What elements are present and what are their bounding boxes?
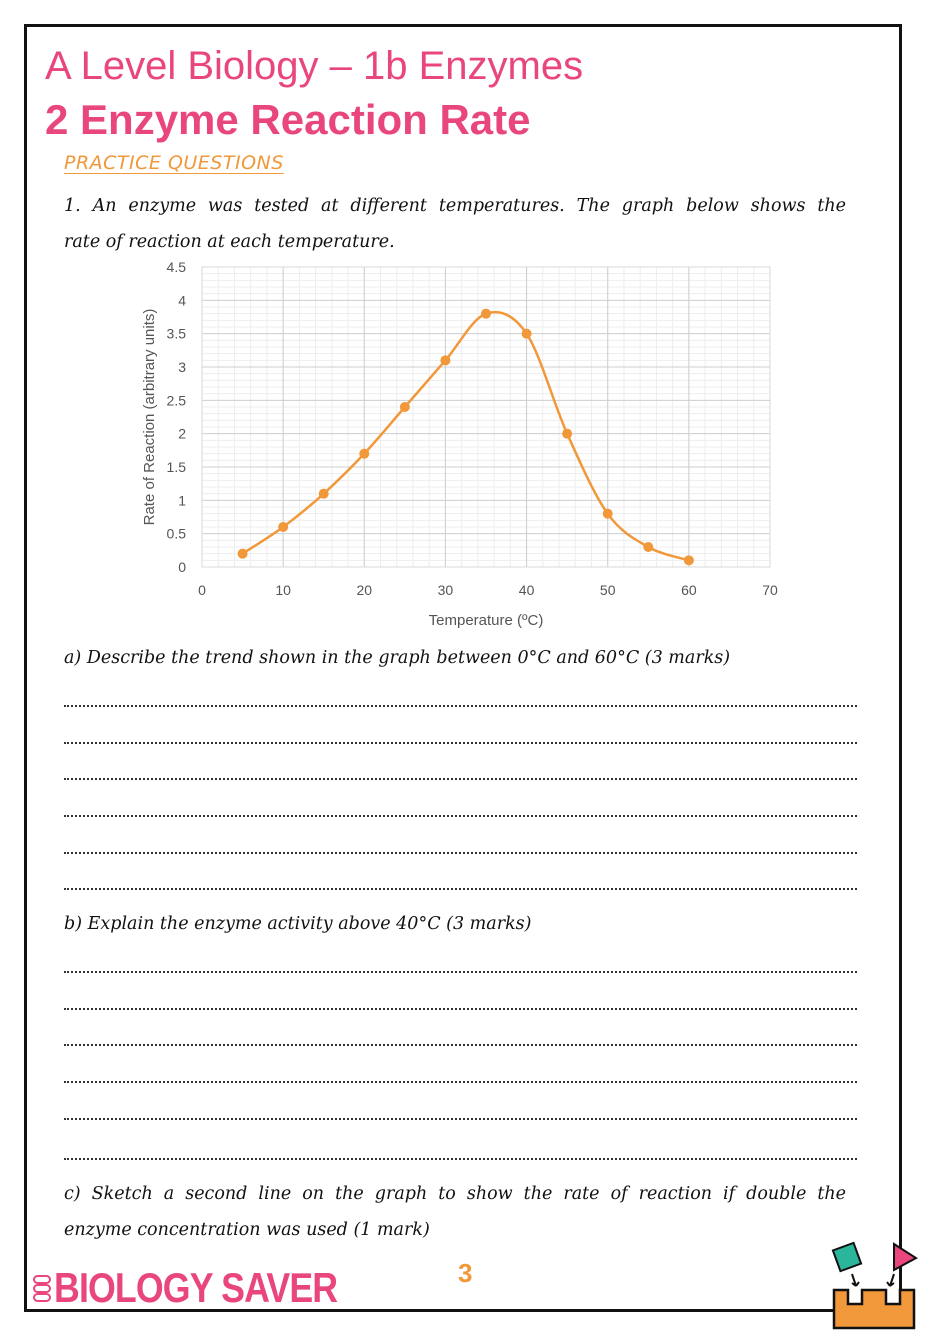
answer-line-b-2[interactable]: [64, 1008, 857, 1010]
answer-line-b-4[interactable]: [64, 1081, 857, 1083]
shapes-box-icon: [828, 1240, 920, 1334]
x-tick-label: 0: [198, 582, 206, 598]
x-tick-label: 20: [356, 582, 373, 598]
answer-line-a-5[interactable]: [64, 852, 857, 854]
answer-line-a-6[interactable]: [64, 888, 857, 890]
brand-name: BIOLOGY SAVER: [54, 1264, 338, 1311]
part-b-prompt: b) Explain the enzyme activity above 40°C (3 marks): [64, 914, 532, 934]
y-tick-label: 4.5: [166, 259, 186, 275]
data-point: [522, 329, 532, 339]
x-tick-label: 10: [275, 582, 291, 598]
section-heading: PRACTICE QUESTIONS: [64, 152, 284, 174]
y-axis-tick-labels: [167, 259, 187, 575]
y-tick-label: 3: [178, 359, 186, 375]
data-point: [562, 429, 572, 439]
part-c-line-1: c) Sketch a second line on the graph to show the rate of reaction if double the: [64, 1184, 846, 1204]
y-tick-label: 2: [178, 425, 186, 442]
data-point: [440, 355, 450, 365]
question-1-line-2: rate of reaction at each temperature.: [64, 232, 395, 252]
data-point: [643, 542, 653, 552]
question-1-line-1: 1. An enzyme was tested at different temperatures. The graph below shows the: [64, 196, 846, 216]
part-a-prompt: a) Describe the trend shown in the graph between 0°C and 60°C (3 marks): [64, 648, 731, 668]
answer-line-b-3[interactable]: [64, 1044, 857, 1046]
answer-line-a-2[interactable]: [64, 742, 857, 744]
answer-line-b-6[interactable]: [64, 1158, 857, 1160]
answer-line-a-1[interactable]: [64, 705, 857, 707]
dna-icon: [32, 1268, 52, 1308]
brand-logo: [32, 1264, 387, 1312]
data-point: [359, 449, 369, 459]
x-tick-label: 30: [437, 582, 454, 598]
series-line-rate: [243, 312, 689, 560]
y-axis-label: Rate of Reaction (arbitrary units): [141, 308, 158, 526]
y-tick-label: 0: [178, 559, 186, 575]
page-number: 3: [458, 1258, 473, 1288]
y-tick-label: 0.5: [166, 525, 186, 542]
data-point: [684, 555, 694, 565]
page-title: A Level Biology – 1b Enzymes: [45, 44, 584, 88]
y-tick-label: 2.5: [166, 392, 186, 409]
answer-line-b-5[interactable]: [64, 1118, 857, 1120]
x-tick-label: 70: [762, 582, 778, 598]
rate-temperature-chart: [130, 255, 790, 635]
x-axis-label: Temperature (ºC): [428, 612, 544, 629]
data-point: [603, 509, 613, 519]
data-point: [400, 402, 410, 412]
answer-line-b-1[interactable]: [64, 971, 857, 973]
data-point: [238, 549, 248, 559]
x-axis-tick-labels: [198, 582, 778, 598]
answer-line-a-4[interactable]: [64, 815, 857, 817]
page-subtitle: 2 Enzyme Reaction Rate: [45, 96, 531, 143]
data-point: [319, 489, 329, 499]
y-tick-label: 1: [178, 492, 186, 509]
y-tick-label: 1.5: [166, 459, 186, 475]
data-point: [481, 309, 491, 319]
x-tick-label: 40: [518, 582, 535, 598]
part-c-line-2: enzyme concentration was used (1 mark): [64, 1220, 430, 1240]
y-tick-label: 3.5: [166, 325, 186, 342]
y-tick-label: 4: [178, 292, 186, 309]
x-tick-label: 50: [599, 582, 616, 598]
data-point: [278, 522, 288, 532]
answer-line-a-3[interactable]: [64, 778, 857, 780]
x-tick-label: 60: [681, 582, 697, 598]
